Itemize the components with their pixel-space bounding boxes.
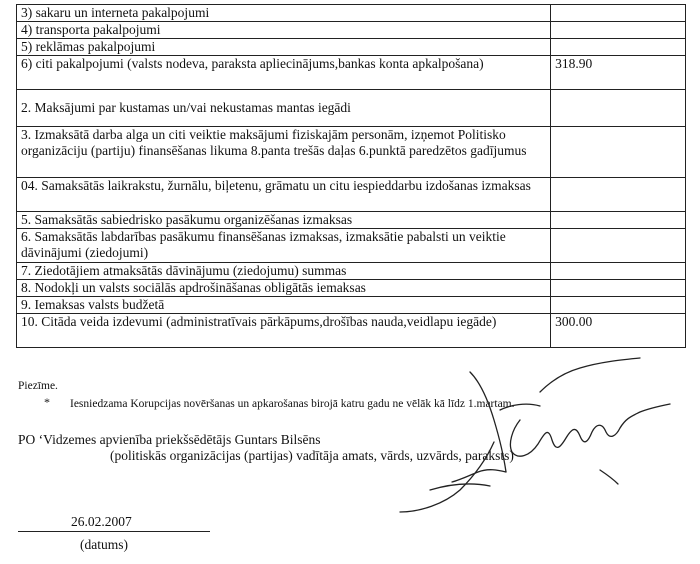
row-description: 5. Samaksātās sabiedrisko pasākumu organizēšanas izmaksas <box>17 212 551 229</box>
date-caption: (datums) <box>80 537 128 552</box>
signature-caption: (politiskās organizācijas (partijas) vadītāja amats, vārds, uzvārds, paraksts) <box>110 448 514 463</box>
signatory-name: PO ‘Vidzemes apvienība priekšsēdētājs Guntars Bilsēns <box>18 432 321 447</box>
row-description: 5) reklāmas pakalpojumi <box>17 39 551 56</box>
row-amount: 318.90 <box>551 56 686 90</box>
note-text: Iesniedzama Korupcijas novēršanas un apkarošanas birojā katru gadu ne vēlāk kā līdz 1.martam. <box>70 398 515 410</box>
row-description: 9. Iemaksas valsts budžetā <box>17 297 551 314</box>
row-description: 04. Samaksātās laikrakstu, žurnālu, biļetenu, grāmatu un citu iespieddarbu izdošanas izmaksas <box>17 178 551 212</box>
row-description: 10. Citāda veida izdevumi (administratīvais pārkāpums,drošības nauda,veidlapu iegāde) <box>17 314 551 348</box>
row-description: 3. Izmaksātā darba alga un citi veiktie maksājumi fiziskajām personām, izņemot Politisko organizāciju (partiju) finansēšanas likuma 8.panta trešās daļas 6.punktā paredzētos gadījumus <box>17 127 551 178</box>
note-asterisk: * <box>44 395 50 409</box>
row-description: 8. Nodokļi un valsts sociālās apdrošināšanas obligātās iemaksas <box>17 280 551 297</box>
row-description: 7. Ziedotājiem atmaksātās dāvinājumu (ziedojumu) summas <box>17 263 551 280</box>
row-description: 3) sakaru un interneta pakalpojumi <box>17 5 551 22</box>
date-value: 26.02.2007 <box>71 514 132 529</box>
note-title: Piezīme. <box>18 380 58 392</box>
row-description: 2. Maksājumi par kustamas un/vai nekustamas mantas iegādi <box>17 90 551 127</box>
date-underline <box>18 531 210 532</box>
row-description: 6. Samaksātās labdarības pasākumu finansēšanas izmaksas, izmaksātie pabalsti un veiktie dāvinājumi (ziedojumi) <box>17 229 551 263</box>
row-description: 4) transporta pakalpojumi <box>17 22 551 39</box>
row-description: 6) citi pakalpojumi (valsts nodeva, paraksta apliecinājums,bankas konta apkalpošana) <box>17 56 551 90</box>
row-amount: 300.00 <box>551 314 686 348</box>
